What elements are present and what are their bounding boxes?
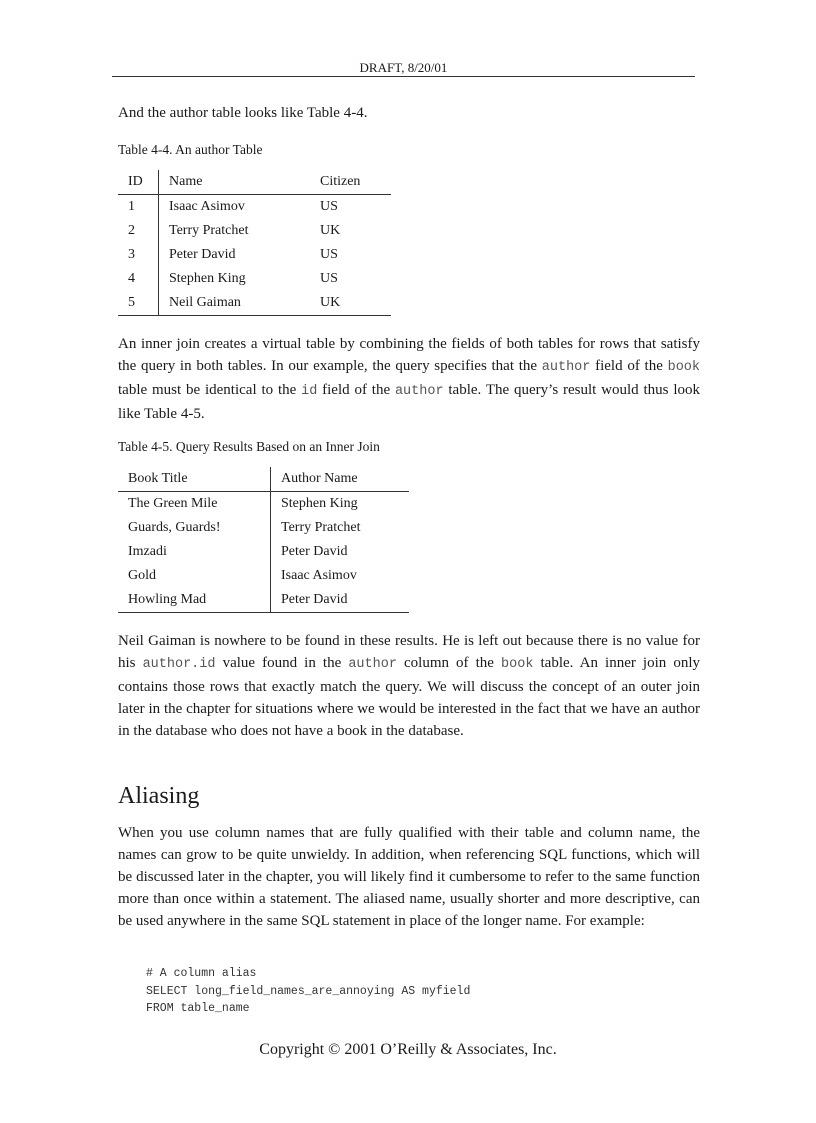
neil-gaiman-paragraph: [118, 630, 700, 742]
cell-id: 2: [118, 219, 159, 243]
cell-author-name: Stephen King: [281, 496, 358, 511]
cell-book-title: Gold: [118, 564, 271, 588]
cell-book-title: The Green Mile: [118, 492, 271, 517]
text-run: value found in the: [215, 655, 349, 671]
cell-citizen: UK: [320, 223, 341, 238]
table-row: [118, 516, 409, 540]
table-row: [118, 195, 391, 220]
table-4-4-caption: Table 4-4. An author Table: [118, 142, 263, 157]
table-4-5-caption: Table 4-5. Query Results Based on an Inner Join: [118, 439, 380, 454]
cell-citizen: US: [320, 271, 338, 286]
header-rule: [112, 76, 695, 77]
text-run: field of the: [317, 382, 395, 398]
cell-name: Stephen King: [169, 271, 246, 286]
code-line: SELECT long_field_names_are_annoying AS myfield: [146, 984, 471, 998]
cell-author-name: Isaac Asimov: [281, 568, 357, 583]
cell-citizen: US: [320, 199, 338, 214]
code-line: FROM table_name: [146, 1002, 250, 1015]
cell-name: Isaac Asimov: [169, 199, 245, 214]
inline-code: book: [501, 657, 534, 672]
code-block: [146, 965, 470, 1018]
text-run: Neil Gaiman is nowhere to be found in these results. He is left out because there is no value for his: [118, 633, 700, 671]
inner-join-paragraph: [118, 333, 700, 425]
aliasing-paragraph: When you use column names that are fully qualified with their table and column name, the names can grow to be quite unwieldy. In addition, when referencing SQL functions, which will be discussed later in the chapter, you will likely find it cumbersome to refer to the same function more than once within a statement. The aliased name, usually shorter and more descriptive, can be used anywhere in the same SQL statement in place of the longer name. For example:: [118, 825, 700, 929]
table-row: [118, 588, 409, 613]
inline-code: author: [541, 360, 591, 375]
cell-name: Peter David: [169, 247, 236, 262]
cell-author-name: Terry Pratchet: [281, 520, 361, 535]
column-header-citizen: Citizen: [310, 170, 391, 195]
table-header-row: [118, 467, 409, 492]
table-row: [118, 291, 391, 316]
text-run: column of the: [396, 655, 502, 671]
inline-code: author: [394, 384, 444, 399]
column-header-book-title: Book Title: [118, 467, 271, 492]
cell-book-title: Imzadi: [118, 540, 271, 564]
cell-book-title: Guards, Guards!: [118, 516, 271, 540]
table-row: [118, 243, 391, 267]
table-row: [118, 564, 409, 588]
cell-book-title: Howling Mad: [118, 588, 271, 613]
table-row: [118, 492, 409, 517]
inline-code: author: [348, 657, 397, 672]
intro-paragraph: And the author table looks like Table 4-4.: [118, 105, 368, 121]
section-heading-aliasing: Aliasing: [118, 783, 200, 809]
column-header-author-name: Author Name: [271, 467, 410, 492]
inline-code: id: [301, 384, 318, 399]
table-row: [118, 267, 391, 291]
cell-name: Neil Gaiman: [159, 291, 311, 316]
cell-author-name: Peter David: [281, 544, 348, 559]
inline-code: book: [667, 360, 700, 375]
page-header: DRAFT, 8/20/01: [359, 60, 448, 75]
cell-citizen: US: [320, 247, 338, 262]
text-run: table must be identical to the: [118, 382, 302, 398]
column-header-name: Name: [159, 170, 311, 195]
cell-citizen: UK: [310, 291, 391, 316]
cell-author-name: Peter David: [271, 588, 410, 613]
author-table: [118, 170, 391, 316]
table-row: [118, 540, 409, 564]
cell-id: 3: [118, 243, 159, 267]
text-run: field of the: [590, 358, 668, 374]
page-footer: Copyright © 2001 O’Reilly & Associates, Inc.: [259, 1041, 557, 1058]
text-run: table. An inner join only contains those rows that exactly match the query. We will discuss the concept of an outer join later in the chapter for situations where we would be interested in the fact that we have an author in the database who does not have a book in the database.: [118, 655, 700, 739]
column-header-id: ID: [118, 170, 159, 195]
cell-id: 5: [118, 291, 159, 316]
text-run: An inner join creates a virtual table by combining the fields of both tables for rows that satisfy the query in both tables. In our example, the query specifies that the: [118, 336, 700, 374]
cell-name: Terry Pratchet: [169, 223, 249, 238]
query-results-table: [118, 467, 409, 613]
cell-id: 1: [118, 195, 159, 220]
text-run: table. The query’s result would thus look like Table 4-5.: [118, 382, 700, 422]
table-header-row: [118, 170, 391, 195]
inline-code: author.id: [142, 657, 216, 672]
table-row: [118, 219, 391, 243]
cell-id: 4: [118, 267, 159, 291]
code-line: # A column alias: [146, 967, 257, 980]
